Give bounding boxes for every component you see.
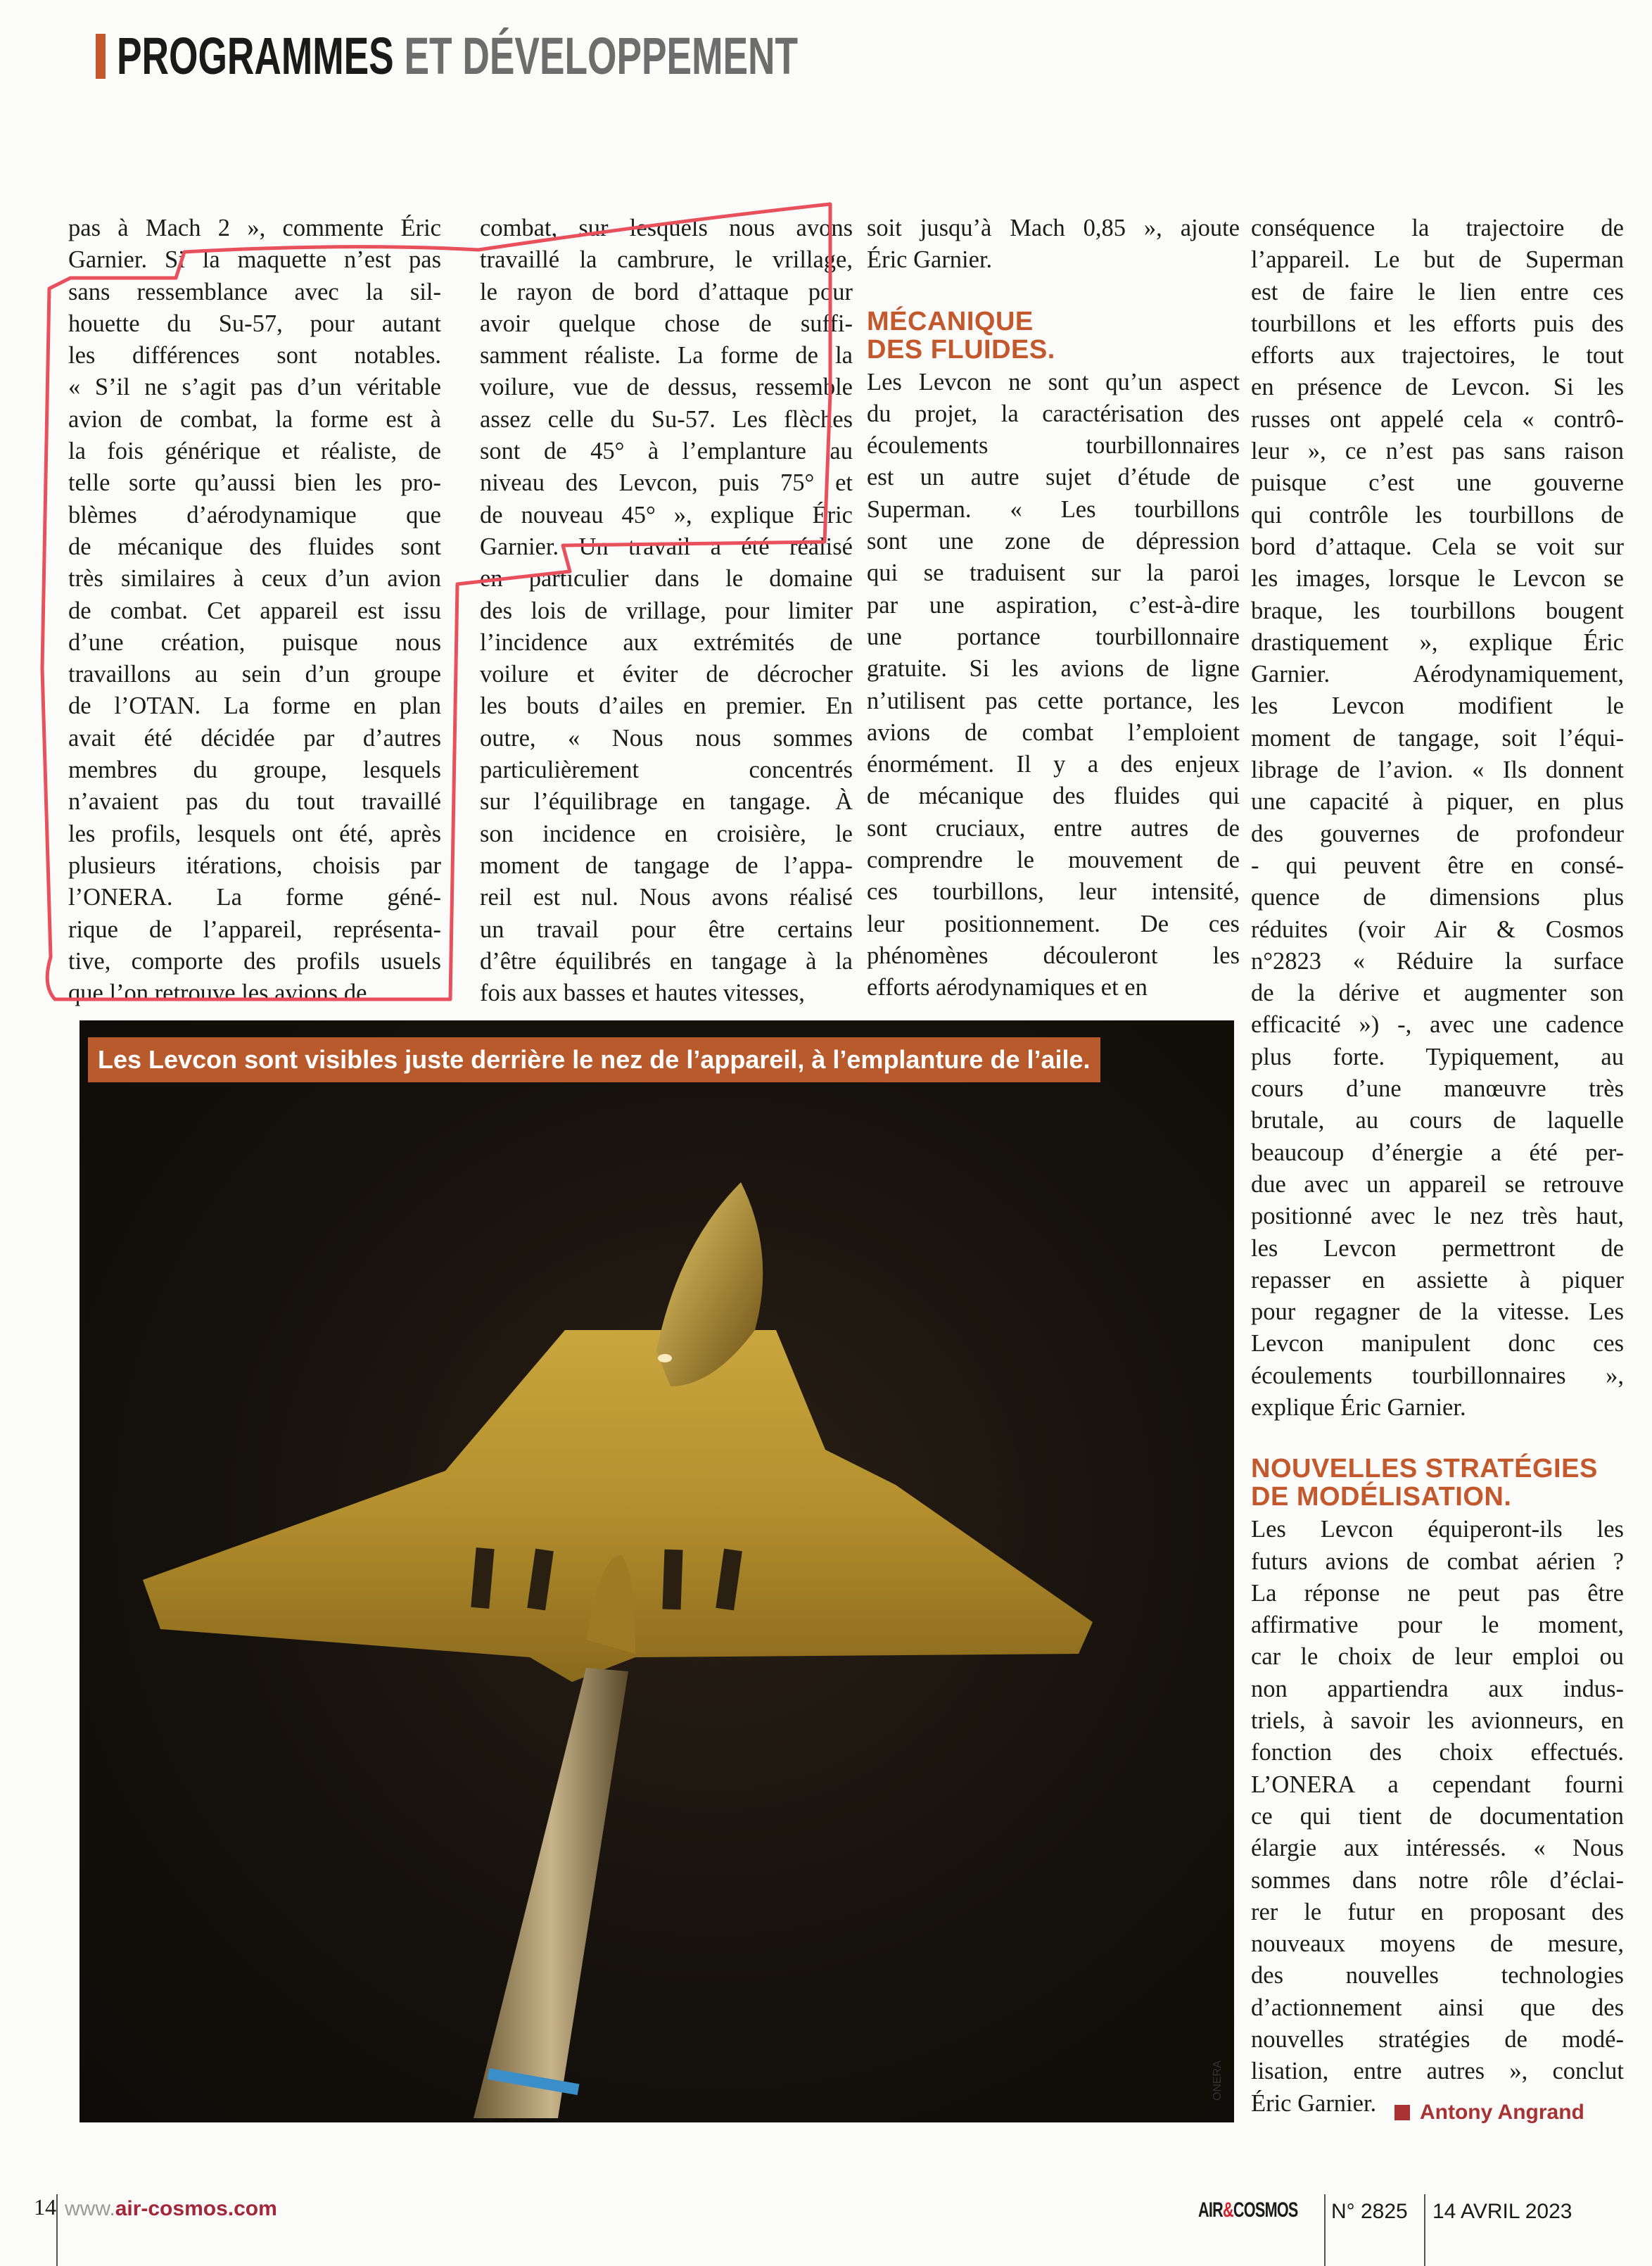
- text-line: rer le futur en proposant des: [1251, 1898, 1624, 1925]
- text-line: très similaires à ceux d’un avion: [68, 565, 441, 593]
- text-line: n’avaient pas du tout travaillé: [68, 788, 441, 816]
- text-line: bord d’attaque. Cela se voit sur: [1251, 533, 1624, 560]
- text-line: énormément. Il y a des enjeux: [867, 751, 1240, 778]
- text-line: drastiquement », explique Éric: [1251, 628, 1624, 656]
- article-column-1: [68, 213, 441, 1009]
- text-line: sommes dans notre rôle d’éclai-: [1251, 1866, 1624, 1894]
- text-line: de l’OTAN. La forme en plan: [68, 692, 441, 720]
- site-prefix: www.: [65, 2197, 115, 2220]
- text-line: réduites (voir Air & Cosmos: [1251, 916, 1624, 943]
- text-line: des gouvernes de profondeur: [1251, 820, 1624, 847]
- article-column-3: [867, 213, 1240, 1004]
- text-line: lisation, entre autres », conclut: [1251, 2058, 1624, 2085]
- text-line: librage de l’avion. « Ils donnent: [1251, 757, 1624, 784]
- text-line: qui se traduisent sur la paroi: [867, 559, 1240, 587]
- text-line: gratuite. Si les avions de ligne: [867, 655, 1240, 683]
- text-line: positionné avec le nez très haut,: [1251, 1203, 1624, 1230]
- text-line: russes ont appelé cela « contrô-: [1251, 405, 1624, 433]
- text-line: moment de tangage de l’appa-: [480, 852, 853, 879]
- section-title-secondary: ET DÉVELOPPEMENT: [404, 27, 799, 85]
- column-3-body: [867, 367, 1240, 1004]
- text-line: les Levcon permettront de: [1251, 1234, 1624, 1262]
- text-line: des lois de vrillage, pour limiter: [480, 597, 853, 624]
- text-line: les différences sont notables.: [68, 342, 441, 369]
- text-line: sur l’équilibrage en tangage. À: [480, 788, 853, 816]
- subheading-line: MÉCANIQUE: [867, 306, 1034, 336]
- column-4-conclusion: [1251, 1514, 1624, 2120]
- text-line: brutale, au cours de laquelle: [1251, 1107, 1624, 1134]
- author-byline: [1394, 2101, 1584, 2125]
- text-line: blèmes d’aérodynamique que: [68, 501, 441, 528]
- text-line: n’utilisent pas cette portance, les: [867, 687, 1240, 714]
- text-line: comprendre le mouvement de: [867, 847, 1240, 874]
- text-line: n°2823 « Réduire la surface: [1251, 947, 1624, 975]
- text-line: leur positionnement. De ces: [867, 910, 1240, 937]
- text-line: en particulier dans le domaine: [480, 565, 853, 593]
- text-line: affirmative pour le moment,: [1251, 1612, 1624, 1639]
- text-line: les profils, lesquels ont été, après: [68, 820, 441, 847]
- text-line: écoulements tourbillonnaires: [867, 432, 1240, 460]
- text-line: futurs avions de combat aérien ?: [1251, 1547, 1624, 1575]
- logo-right: COSMOS: [1233, 2198, 1298, 2222]
- text-line: son incidence en croisière, le: [480, 820, 853, 847]
- magazine-logo: [1198, 2198, 1298, 2222]
- text-line: due avec un appareil se retrouve: [1251, 1170, 1624, 1198]
- section-title-primary: PROGRAMMES: [117, 27, 394, 85]
- text-line: Éric Garnier.: [1251, 2089, 1377, 2117]
- text-line: l’appareil. Le but de Superman: [1251, 246, 1624, 274]
- subheading-nouvelles-strategies: [1251, 1455, 1624, 1511]
- text-line: plusieurs itérations, choisis par: [68, 852, 441, 879]
- text-line: telle sorte qu’aussi bien les pro-: [68, 469, 441, 497]
- text-line: avion de combat, la forme est à: [68, 405, 441, 433]
- text-line: sont une zone de dépression: [867, 528, 1240, 555]
- text-line: tive, comporte des profils usuels: [68, 947, 441, 975]
- text-line: de mécanique des fluides qui: [867, 783, 1240, 810]
- text-line: cours d’une manœuvre très: [1251, 1075, 1624, 1103]
- text-line: Superman. « Les tourbillons: [867, 495, 1240, 523]
- text-line: voilure, vue de dessus, ressemble: [480, 374, 853, 401]
- text-line: Éric Garnier.: [867, 246, 993, 274]
- text-line: par une aspiration, c’est-à-dire: [867, 591, 1240, 619]
- text-line: triels, à savoir les avionneurs, en: [1251, 1707, 1624, 1735]
- text-line: car le choix de leur emploi ou: [1251, 1643, 1624, 1671]
- text-line: est un autre sujet d’étude de: [867, 464, 1240, 491]
- byline-square-icon: [1394, 2105, 1410, 2120]
- column-3-intro: [867, 213, 1240, 277]
- text-line: l’ONERA. La forme géné-: [68, 884, 441, 911]
- text-line: non appartiendra aux indus-: [1251, 1675, 1624, 1702]
- text-line: une capacité à piquer, en plus: [1251, 788, 1624, 816]
- text-line: moment de tangage, soit l’équi-: [1251, 724, 1624, 752]
- text-line: ces tourbillons, leur intensité,: [867, 878, 1240, 906]
- site-domain: air-cosmos.com: [115, 2197, 277, 2220]
- article-column-2: [480, 213, 853, 1009]
- footer-divider: [1424, 2194, 1425, 2266]
- text-line: houette du Su-57, pour autant: [68, 310, 441, 337]
- text-line: efforts aérodynamiques et en: [867, 974, 1148, 1001]
- section-title: [117, 27, 799, 85]
- text-line: ce qui tient de documentation: [1251, 1802, 1624, 1830]
- text-line: braque, les tourbillons bougent: [1251, 597, 1624, 624]
- text-line: quence de dimensions plus: [1251, 884, 1624, 911]
- text-line: soit jusqu’à Mach 0,85 », ajoute: [867, 215, 1240, 241]
- text-line: les bouts d’ailes en premier. En: [480, 692, 853, 720]
- text-line: est de faire le lien entre ces: [1251, 278, 1624, 305]
- text-line: en présence de Levcon. Si les: [1251, 374, 1624, 401]
- logo-left: AIR: [1198, 2198, 1224, 2222]
- text-line: que l’on retrouve les avions de: [68, 980, 367, 1007]
- column-4-body: [1251, 213, 1624, 1424]
- footer-divider: [56, 2194, 58, 2266]
- text-line: le rayon de bord d’attaque pour: [480, 278, 853, 305]
- text-line: Les Levcon ne sont qu’un aspect: [867, 368, 1240, 395]
- text-line: sans ressemblance avec la sil-: [68, 278, 441, 305]
- text-line: efficacité ») -, avec une cadence: [1251, 1011, 1624, 1039]
- section-accent-bar: [96, 34, 106, 79]
- text-line: nouveaux moyens de mesure,: [1251, 1930, 1624, 1958]
- text-line: - qui peuvent être en consé-: [1251, 852, 1624, 879]
- text-line: niveau des Levcon, puis 75° et: [480, 469, 853, 497]
- text-line: travaillons au sein d’un groupe: [68, 661, 441, 688]
- subheading-line: DES FLUIDES.: [867, 334, 1055, 365]
- article-photo: [80, 1020, 1234, 2122]
- text-line: plus forte. Typiquement, au: [1251, 1043, 1624, 1070]
- text-line: beaucoup d’énergie a été per-: [1251, 1139, 1624, 1166]
- text-line: élargie aux intéressés. « Nous: [1251, 1835, 1624, 1862]
- text-line: fois aux basses et hautes vitesses,: [480, 980, 805, 1007]
- text-line: sont cruciaux, entre autres de: [867, 814, 1240, 842]
- logo-ampersand: &: [1223, 2198, 1233, 2222]
- text-line: de mécanique des fluides sont: [68, 533, 441, 560]
- text-line: avions de combat l’emploient: [867, 719, 1240, 746]
- text-line: un travail pour être certains: [480, 916, 853, 943]
- text-line: avoir quelque chose de suffi-: [480, 310, 853, 337]
- text-line: membres du groupe, lesquels: [68, 757, 441, 784]
- text-line: les Levcon modifient le: [1251, 692, 1624, 720]
- issue-date: 14 AVRIL 2023: [1432, 2200, 1572, 2223]
- footer-divider: [1324, 2194, 1326, 2266]
- text-line: samment réaliste. La forme de la: [480, 342, 853, 369]
- text-line: Levcon manipulent donc ces: [1251, 1330, 1624, 1357]
- text-line: des nouvelles technologies: [1251, 1962, 1624, 1989]
- section-header: [96, 28, 1062, 84]
- text-line: d’être équilibrés en tangage à la: [480, 947, 853, 975]
- text-line: pour regagner de la vitesse. Les: [1251, 1298, 1624, 1326]
- text-line: une portance tourbillonnaire: [867, 623, 1240, 650]
- text-line: sont de 45° à l’emplanture au: [480, 438, 853, 465]
- highlight: [658, 1354, 672, 1362]
- text-line: de la dérive et augmenter son: [1251, 980, 1624, 1007]
- text-line: Garnier. Si la maquette n’est pas: [68, 246, 441, 274]
- text-line: de combat. Cet appareil est issu: [68, 597, 441, 624]
- issue-number: N° 2825: [1331, 2200, 1408, 2223]
- subheading-line: NOUVELLES STRATÉGIES: [1251, 1454, 1598, 1484]
- text-line: Les Levcon équiperont-ils les: [1251, 1516, 1624, 1543]
- text-line: qui contrôle les tourbillons de: [1251, 501, 1624, 528]
- text-line: phénomènes découleront les: [867, 942, 1240, 969]
- aircraft-model-illustration: [80, 1020, 1234, 2122]
- text-line: explique Éric Garnier.: [1251, 1393, 1466, 1421]
- text-line: Garnier. Aérodynamiquement,: [1251, 661, 1624, 688]
- text-line: efforts aux trajectoires, le tout: [1251, 342, 1624, 369]
- text-line: l’incidence aux extrémités de: [480, 628, 853, 656]
- photo-caption: Les Levcon sont visibles juste derrière le nez de l’appareil, à l’emplanture de l’aile.: [88, 1037, 1100, 1082]
- text-line: écoulements tourbillonnaires »,: [1251, 1362, 1624, 1389]
- text-line: puisque c’est une gouverne: [1251, 469, 1624, 497]
- text-line: d’actionnement ainsi que des: [1251, 1994, 1624, 2021]
- text-line: pas à Mach 2 », commente Éric: [68, 215, 441, 241]
- text-line: voilure et éviter de décrocher: [480, 661, 853, 688]
- text-line: de nouveau 45° », explique Éric: [480, 501, 853, 528]
- text-line: avait été décidée par d’autres: [68, 724, 441, 752]
- subheading-mecanique-des-fluides: [867, 308, 1240, 364]
- text-line: leur », ce n’est pas sans raison: [1251, 438, 1624, 465]
- text-line: les images, lorsque le Levcon se: [1251, 565, 1624, 593]
- text-line: conséquence la trajectoire de: [1251, 215, 1624, 241]
- text-line: La réponse ne peut pas être: [1251, 1579, 1624, 1607]
- text-line: tourbillons et les efforts puis des: [1251, 310, 1624, 337]
- website-link[interactable]: [65, 2197, 277, 2221]
- author-name: Antony Angrand: [1420, 2101, 1584, 2124]
- text-line: reil est nul. Nous avons réalisé: [480, 884, 853, 911]
- text-line: Garnier. Un travail a été réalisé: [480, 533, 853, 560]
- page-number: 14: [34, 2194, 56, 2220]
- text-line: la fois générique et réaliste, de: [68, 438, 441, 465]
- wind-tunnel-sting: [474, 1668, 628, 2118]
- text-line: travaillé la cambrure, le vrillage,: [480, 246, 853, 274]
- text-line: L’ONERA a cependant fourni: [1251, 1771, 1624, 1798]
- text-line: combat, sur lesquels nous avons: [480, 215, 853, 241]
- article-column-4: [1251, 213, 1624, 2120]
- text-line: repasser en assiette à piquer: [1251, 1266, 1624, 1293]
- text-line: assez celle du Su-57. Les flèches: [480, 405, 853, 433]
- text-line: rique de l’appareil, représenta-: [68, 916, 441, 943]
- subheading-line: DE MODÉLISATION.: [1251, 1482, 1512, 1512]
- page-footer: [0, 2194, 1652, 2266]
- text-line: fonction des choix effectués.: [1251, 1739, 1624, 1766]
- text-line: outre, « Nous nous sommes: [480, 724, 853, 752]
- text-line: du projet, la caractérisation des: [867, 400, 1240, 427]
- text-line: d’une création, puisque nous: [68, 628, 441, 656]
- photo-credit: ONERA: [1212, 2061, 1224, 2101]
- text-line: particulièrement concentrés: [480, 757, 853, 784]
- text-line: nouvelles stratégies de modé-: [1251, 2026, 1624, 2053]
- text-line: « S’il ne s’agit pas d’un véritable: [68, 374, 441, 401]
